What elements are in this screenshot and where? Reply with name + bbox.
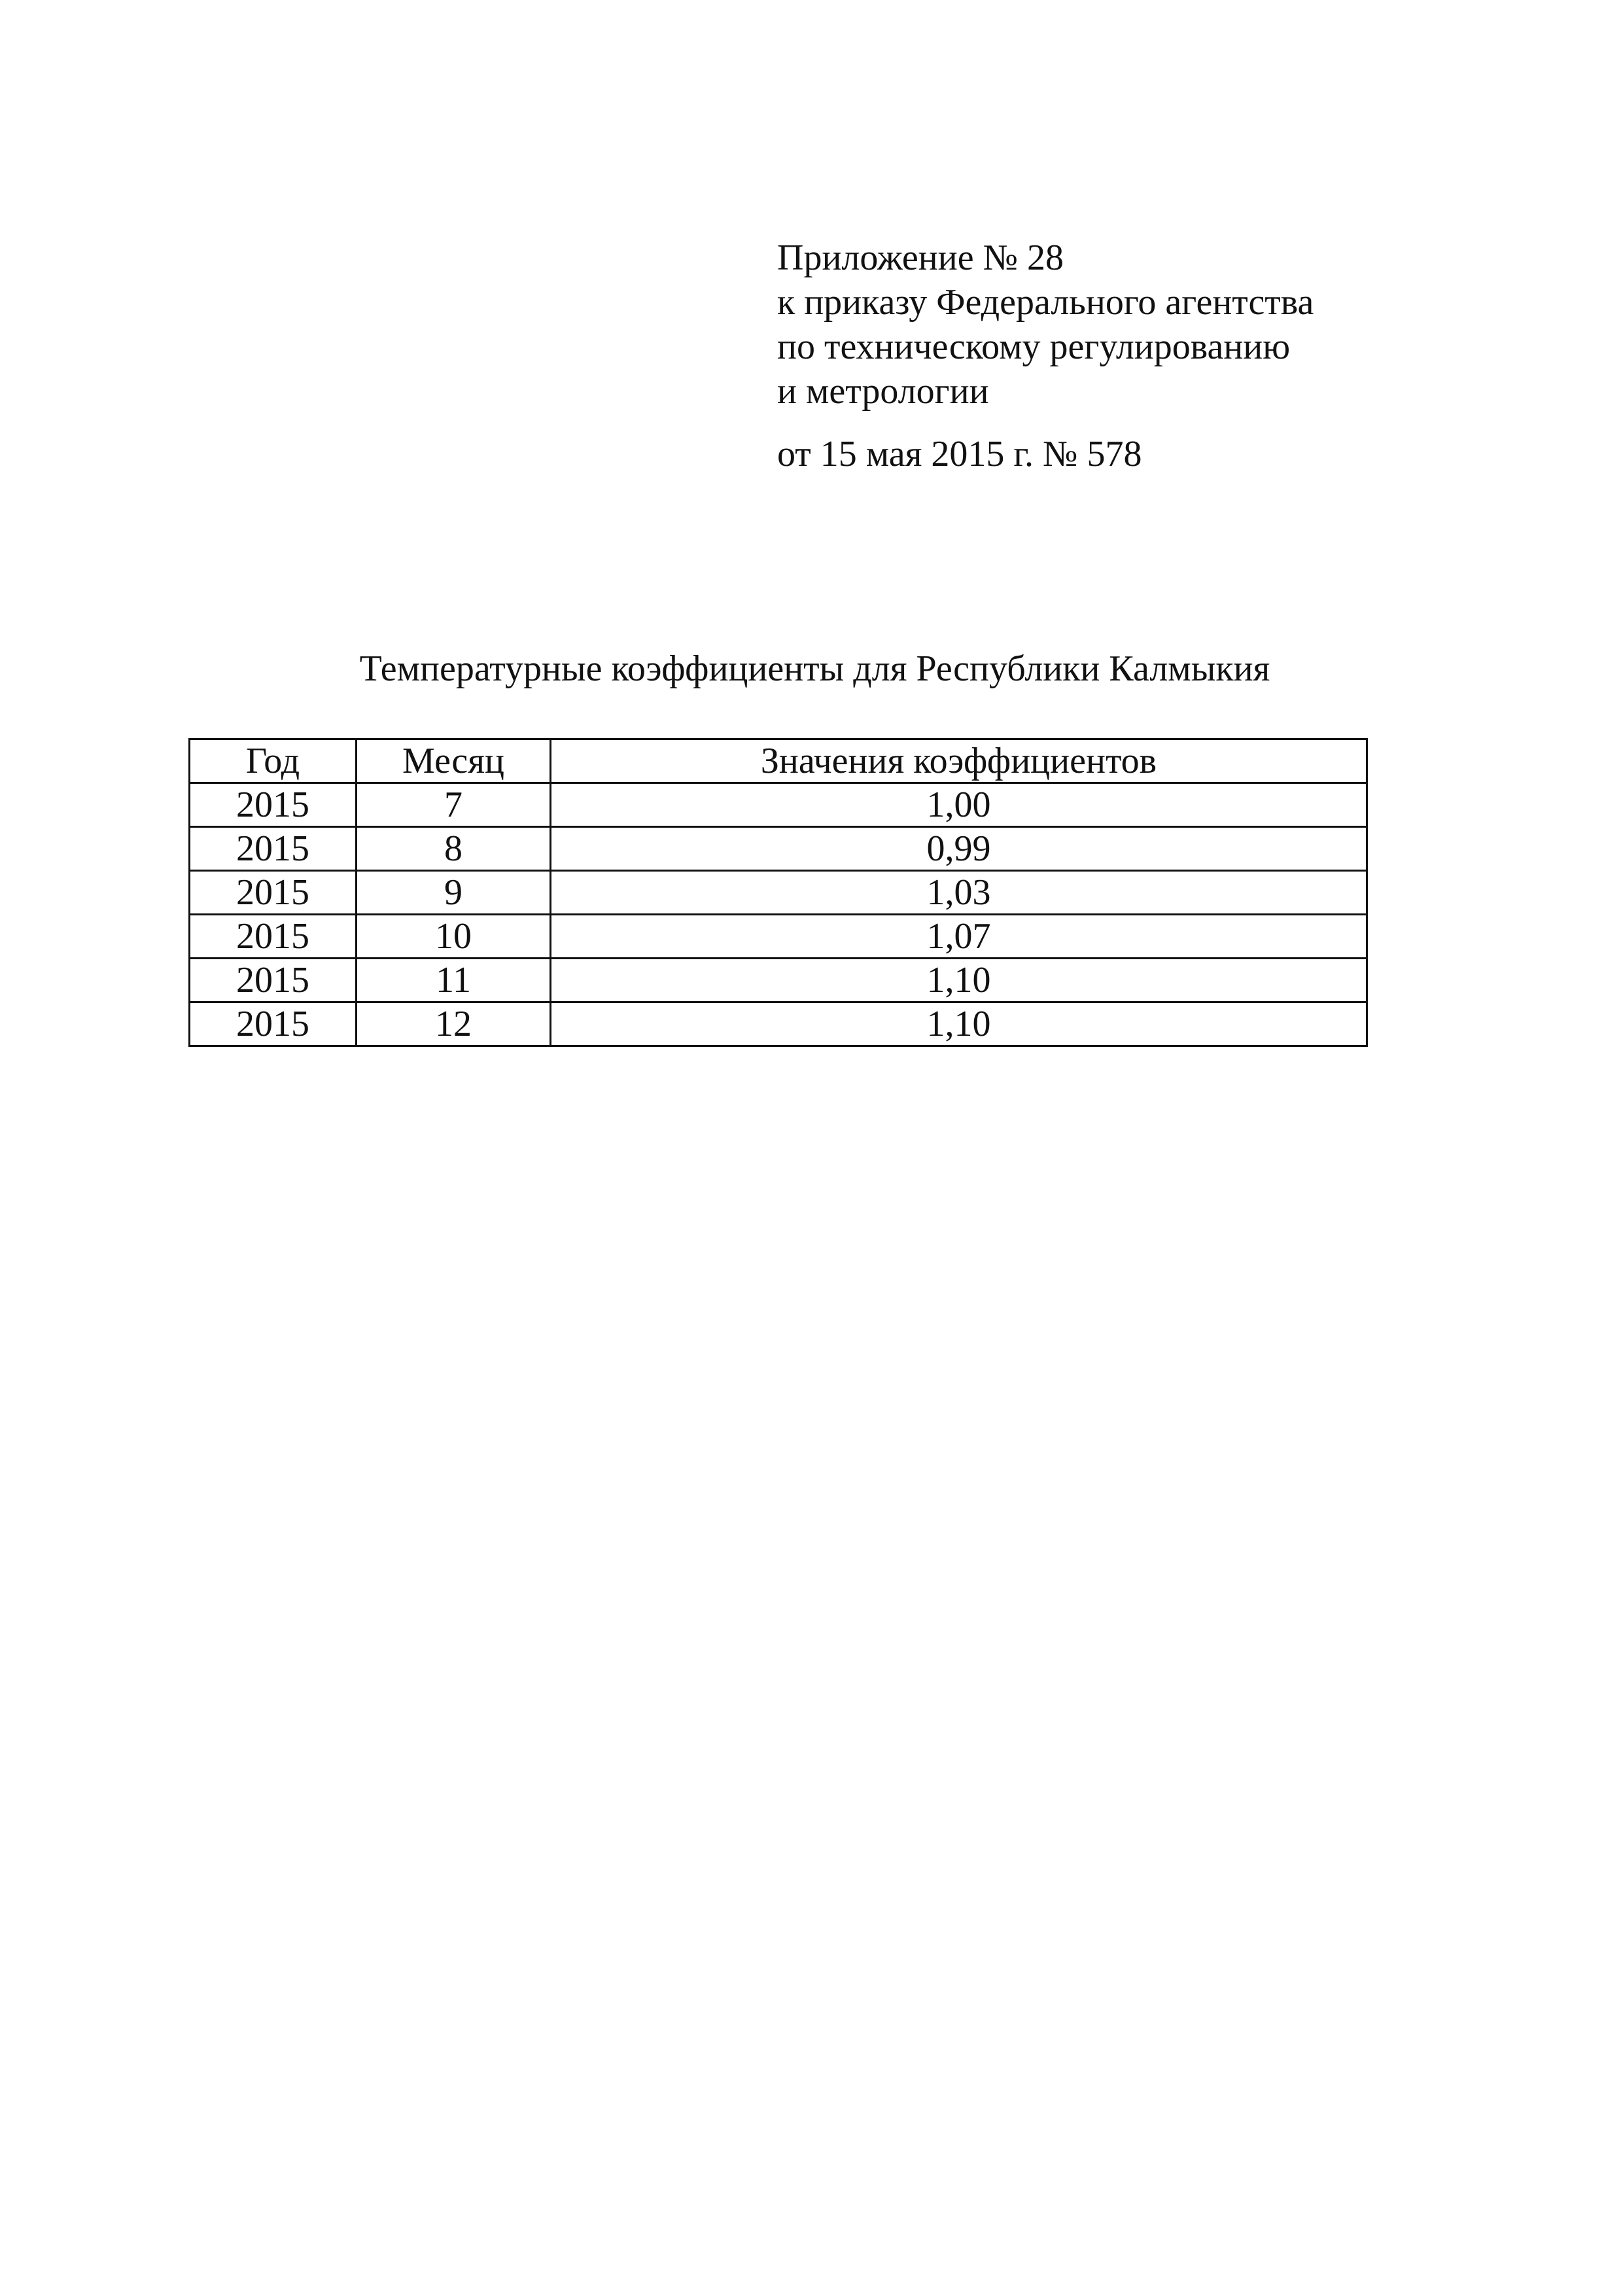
table-row	[190, 915, 1367, 959]
cell-year: 2015	[190, 959, 357, 1002]
table-row	[190, 871, 1367, 915]
appendix-header	[777, 236, 1314, 476]
appendix-order-date: от 15 мая 2015 г. № 578	[777, 434, 1142, 474]
cell-value: 1,07	[551, 915, 1367, 959]
cell-month: 10	[357, 915, 551, 959]
cell-year: 2015	[190, 1002, 357, 1046]
cell-month: 12	[357, 1002, 551, 1046]
cell-year: 2015	[190, 827, 357, 871]
cell-year: 2015	[190, 915, 357, 959]
cell-value: 1,10	[551, 1002, 1367, 1046]
table-row	[190, 783, 1367, 827]
cell-month: 7	[357, 783, 551, 827]
cell-value: 1,03	[551, 871, 1367, 915]
cell-year: 2015	[190, 783, 357, 827]
header-value: Значения коэффициентов	[551, 739, 1367, 783]
cell-month: 9	[357, 871, 551, 915]
header-year: Год	[190, 739, 357, 783]
appendix-order-ref-line: к приказу Федерального агентства	[777, 282, 1314, 323]
appendix-metrology-line: и метрологии	[777, 371, 989, 412]
appendix-number: Приложение № 28	[777, 238, 1064, 278]
cell-month: 11	[357, 959, 551, 1002]
appendix-agency-line: по техническому регулированию	[777, 327, 1291, 367]
cell-value: 1,00	[551, 783, 1367, 827]
cell-value: 1,10	[551, 959, 1367, 1002]
table-row	[190, 1002, 1367, 1046]
header-month: Месяц	[357, 739, 551, 783]
table-row	[190, 959, 1367, 1002]
cell-month: 8	[357, 827, 551, 871]
coefficients-table	[188, 738, 1368, 1047]
table-title: Температурные коэффициенты для Республики Калмыкия	[359, 648, 1270, 689]
cell-year: 2015	[190, 871, 357, 915]
table-row	[190, 827, 1367, 871]
cell-value: 0,99	[551, 827, 1367, 871]
table-header-row	[190, 739, 1367, 783]
